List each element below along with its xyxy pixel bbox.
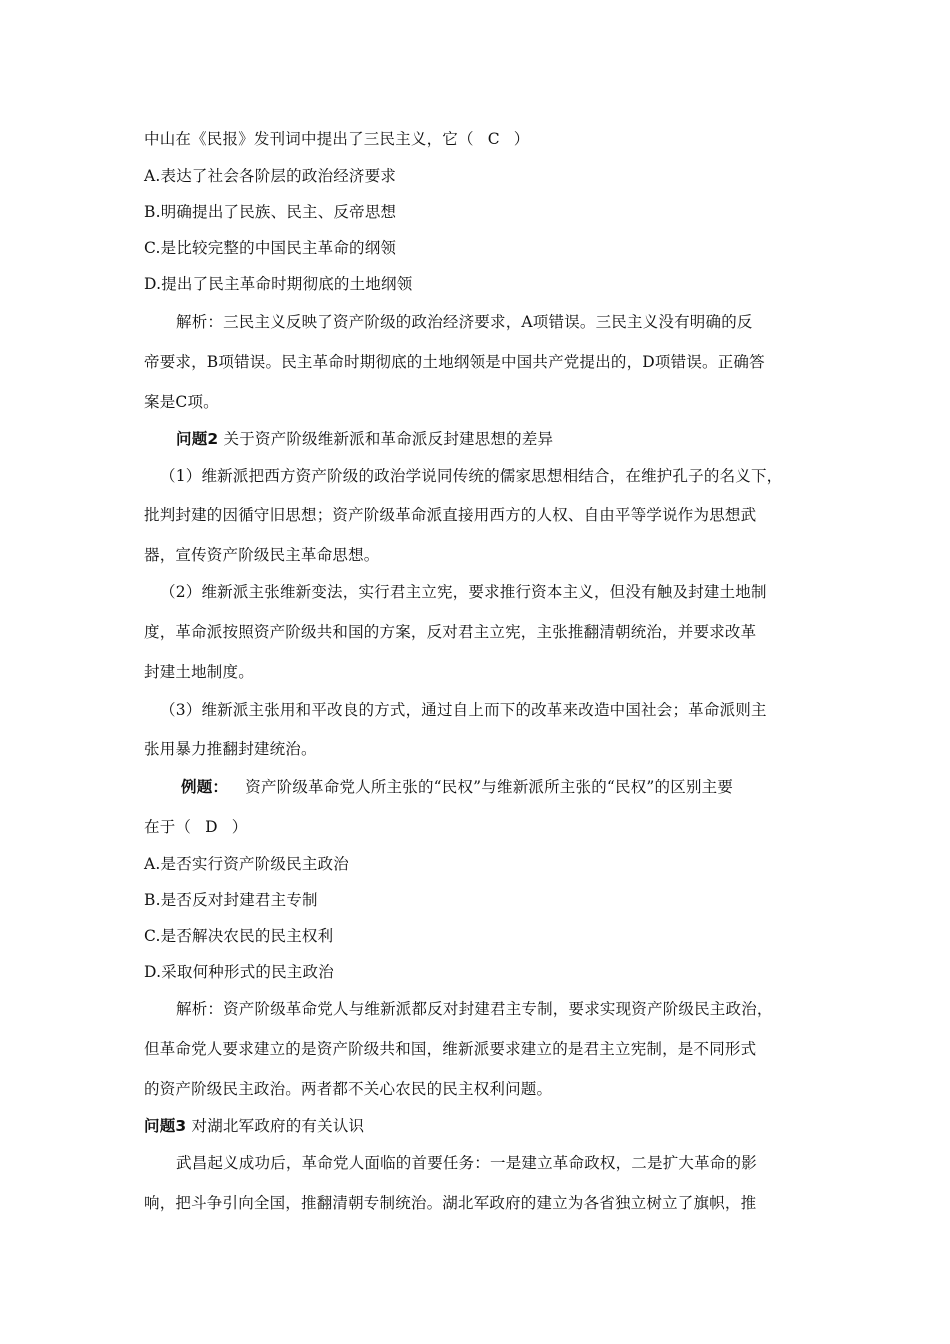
option-b: B.是否反对封建君主专制 [144,891,318,909]
example-stem: 例题： 资产阶级革命党人所主张的“民权”与维新派所主张的“民权”的区别主要 [181,778,734,796]
section-title: 对湖北军政府的有关认识 [191,1117,365,1135]
question-stem: 中山在《民报》发刊词中提出了三民主义，它（ C ） [144,130,530,148]
option-c: C.是否解决农民的民主权利 [144,927,334,945]
option-a: A.是否实行资产阶级民主政治 [144,855,349,873]
section-title: 关于资产阶级维新派和革命派反封建思想的差异 [223,430,554,448]
analysis-line: 解析：三民主义反映了资产阶级的政治经济要求，A项错误。三民主义没有明确的反 [176,313,753,331]
paragraph-line: 封建土地制度。 [144,663,254,681]
analysis-line: 解析：资产阶级革命党人与维新派都反对封建君主专制，要求实现资产阶级民主政治， [176,1000,773,1018]
analysis-line: 案是C项。 [144,393,219,411]
paragraph-line: （1）维新派把西方资产阶级的政治学说同传统的儒家思想相结合，在维护孔子的名义下， [160,467,783,485]
analysis-line: 但革命党人要求建立的是资产阶级共和国，维新派要求建立的是君主立宪制，是不同形式 [144,1040,757,1058]
paragraph-line: （3）维新派主张用和平改良的方式，通过自上而下的改革来改造中国社会；革命派则主 [160,701,767,719]
paragraph-line: 器，宣传资产阶级民主革命思想。 [144,546,380,564]
option-b: B.明确提出了民族、民主、反帝思想 [144,203,397,221]
section-heading [176,427,553,449]
option-c: C.是比较完整的中国民主革命的纲领 [144,239,397,257]
example-stem-line2: 在于（ D ） [144,818,248,836]
option-d: D.采取何种形式的民主政治 [144,963,334,981]
option-a: A.表达了社会各阶层的政治经济要求 [144,167,397,185]
paragraph-line: 度，革命派按照资产阶级共和国的方案，反对君主立宪，主张推翻清朝统治，并要求改革 [144,623,757,641]
example-label: 例题： [181,778,229,796]
paragraph-line: 响，把斗争引向全国，推翻清朝专制统治。湖北军政府的建立为各省独立树立了旗帜，推 [144,1194,757,1212]
answer-letter: C [487,130,500,148]
section-label: 问题3 [144,1117,187,1135]
paragraph-line: 张用暴力推翻封建统治。 [144,740,317,758]
section-heading [144,1114,364,1136]
option-d: D.提出了民主革命时期彻底的土地纲领 [144,275,413,293]
analysis-line: 帝要求，B项错误。民主革命时期彻底的土地纲领是中国共产党提出的，D项错误。正确答 [144,353,765,371]
paragraph-line: 武昌起义成功后，革命党人面临的首要任务：一是建立革命政权，二是扩大革命的影 [176,1154,757,1172]
analysis-line: 的资产阶级民主政治。两者都不关心农民的民主权利问题。 [144,1080,553,1098]
paragraph-line: 批判封建的因循守旧思想；资产阶级革命派直接用西方的人权、自由平等学说作为思想武 [144,506,757,524]
paragraph-line: （2）维新派主张维新变法，实行君主立宪，要求推行资本主义，但没有触及封建土地制 [160,583,767,601]
section-label: 问题2 [176,430,219,448]
answer-letter: D [205,818,218,836]
